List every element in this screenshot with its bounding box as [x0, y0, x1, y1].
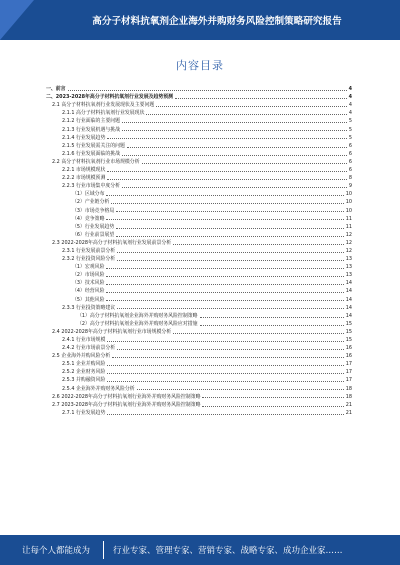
- toc-entry-label: 2.1.6 行业发展面临的挑战: [62, 150, 121, 157]
- toc-entry-label: （3）市场竞争格局: [72, 207, 115, 214]
- toc-entry[interactable]: [46, 230, 352, 238]
- toc-leader-dots: [107, 179, 347, 180]
- toc-leader-dots: [175, 98, 347, 99]
- toc-entry-label: 2.2.3 行业市场集中度分析: [62, 183, 121, 190]
- toc-entry-page: 18: [345, 385, 352, 392]
- toc-entry-label: 一、前言: [46, 86, 66, 93]
- toc-entry-label: （4）经营风险: [72, 288, 105, 295]
- toc-entry[interactable]: [46, 262, 352, 270]
- toc-leader-dots: [146, 114, 346, 115]
- toc-leader-dots: [116, 228, 344, 229]
- toc-entry[interactable]: [46, 408, 352, 416]
- toc-leader-dots: [107, 341, 343, 342]
- toc-entry-page: 15: [345, 337, 352, 343]
- toc-leader-dots: [122, 122, 347, 123]
- toc-entry-label: 2.3.1 行业发展前景分析: [62, 247, 116, 254]
- toc-entry-label: （2）高分子材料抗氧剂企业海外并购财务风险应对措施: [77, 320, 198, 327]
- toc-entry[interactable]: [46, 238, 352, 246]
- toc-entry[interactable]: [46, 254, 352, 262]
- footer-slogan-left: 让每个人都能成为: [22, 546, 91, 556]
- toc-leader-dots: [107, 373, 343, 374]
- toc-leader-dots: [107, 414, 343, 415]
- toc-entry-page: 13: [345, 264, 352, 271]
- toc-leader-dots: [117, 349, 344, 350]
- toc-entry[interactable]: [46, 197, 352, 205]
- toc-leader-dots: [202, 406, 343, 407]
- toc-leader-dots: [107, 365, 343, 366]
- toc-entry[interactable]: [46, 303, 352, 311]
- toc-entry-label: 2.5.4 企业海外并购财务风险分析: [62, 385, 135, 392]
- report-title: 高分子材料抗氧剂企业海外并购财务风险控制策略研究报告: [92, 16, 342, 27]
- toc-leader-dots: [200, 325, 344, 326]
- toc-entry[interactable]: [46, 375, 352, 383]
- toc-entry-label: （5）行业发展趋势: [72, 223, 115, 230]
- toc-entry-label: 2.1.3 行业发展机遇与挑战: [62, 126, 121, 133]
- toc-entry-label: （5）其他风险: [72, 296, 105, 303]
- toc-entry-page: 16: [345, 345, 352, 352]
- toc-entry[interactable]: [46, 157, 352, 165]
- toc-leader-dots: [106, 268, 343, 269]
- toc-entry[interactable]: [46, 116, 352, 124]
- toc-entry[interactable]: [46, 181, 352, 189]
- page-header: [0, 0, 400, 40]
- toc-leader-dots: [68, 90, 347, 91]
- toc-entry-page: 15: [345, 320, 352, 327]
- toc-entry[interactable]: [46, 133, 352, 141]
- toc-entry-page: 21: [345, 409, 352, 416]
- toc-entry-label: （2）市场风险: [72, 272, 105, 279]
- toc-entry[interactable]: [46, 84, 352, 92]
- toc-entry[interactable]: [46, 173, 352, 181]
- toc-leader-dots: [117, 260, 344, 261]
- toc-entry-page: 4: [348, 86, 352, 93]
- toc-leader-dots: [116, 236, 344, 237]
- toc-entry[interactable]: [46, 286, 352, 294]
- toc-entry-label: （6）行业前景展望: [72, 231, 115, 238]
- page-footer: [0, 535, 400, 565]
- toc-entry[interactable]: [46, 270, 352, 278]
- toc-leader-dots: [117, 252, 344, 253]
- toc-entry[interactable]: [46, 294, 352, 302]
- toc-entry-label: 2.4 2022-2028年高分子材料抗氧剂行业市场规模分析: [52, 328, 172, 335]
- toc-entry-label: 二、2023-2028年高分子材料抗氧剂行业发展及趋势预测: [46, 94, 174, 101]
- toc-leader-dots: [137, 389, 344, 390]
- toc-entry[interactable]: [46, 319, 352, 327]
- toc-entry-label: 2.1.5 行业发展需关注的问题: [62, 142, 125, 149]
- footer-slogan-right: 行业专家、管理专家、营销专家、战略专家、成功企业家……: [113, 546, 343, 556]
- toc-entry-page: 21: [345, 401, 352, 408]
- toc-entry[interactable]: [46, 149, 352, 157]
- toc-entry-label: 2.5.3 并购融资风险: [62, 377, 106, 384]
- footer-divider: [103, 541, 104, 559]
- toc-leader-dots: [173, 244, 344, 245]
- toc-entry-label: 2.6 2022-2028年高分子材料抗氧剂行业海外并购财务风险控制策略: [52, 393, 201, 400]
- toc-entry-label: 2.2 高分子材料抗氧剂行业市场规模分析: [52, 158, 140, 165]
- toc-entry[interactable]: [46, 343, 352, 351]
- toc-entry-label: 2.1.1 高分子材料抗氧剂行业发展现状: [62, 110, 145, 117]
- toc-entry[interactable]: [46, 367, 352, 375]
- toc-entry-page: 4: [348, 110, 352, 117]
- toc-leader-dots: [122, 187, 347, 188]
- toc-entry[interactable]: [46, 327, 352, 335]
- toc-entry-page: 5: [348, 134, 352, 141]
- toc-entry-page: 14: [345, 312, 352, 319]
- toc-entry-page: 18: [345, 393, 352, 400]
- toc-entry[interactable]: [46, 92, 352, 100]
- toc-entry[interactable]: [46, 205, 352, 213]
- toc-entry-page: 14: [345, 280, 352, 287]
- toc-entry-page: 14: [345, 304, 352, 311]
- toc-leader-dots: [106, 284, 343, 285]
- toc-entry-label: 2.2.1 市场规模现状: [62, 167, 106, 174]
- toc-entry-page: 14: [345, 296, 352, 303]
- toc-entry[interactable]: [46, 222, 352, 230]
- toc-entry-label: 2.1 高分子材料抗氧剂行业发展现状及主要问题: [52, 102, 155, 109]
- toc-entry[interactable]: [46, 335, 352, 343]
- toc-leader-dots: [112, 357, 344, 358]
- toc-entry[interactable]: [46, 141, 352, 149]
- toc-leader-dots: [117, 308, 344, 309]
- toc-leader-dots: [106, 300, 343, 301]
- toc-leader-dots: [122, 130, 347, 131]
- toc-leader-dots: [122, 155, 347, 156]
- toc-entry-label: 2.4.1 行业市场规模: [62, 337, 106, 343]
- toc-entry-label: （1）高分子材料抗氧剂企业海外并购财务风险控制策略: [77, 312, 198, 319]
- toc-entry[interactable]: [46, 359, 352, 367]
- table-of-contents: [46, 84, 352, 416]
- toc-entry[interactable]: [46, 100, 352, 108]
- toc-entry-label: （4）竞争策略: [72, 215, 105, 222]
- toc-entry[interactable]: [46, 351, 352, 359]
- toc-entry-label: 2.4.2 行业市场前景分析: [62, 345, 116, 352]
- toc-entry-label: 2.1.2 行业面临的主要问题: [62, 118, 121, 125]
- toc-leader-dots: [107, 138, 347, 139]
- toc-entry-label: （2）产业链分析: [72, 199, 110, 206]
- toc-entry-page: 6: [348, 158, 352, 165]
- toc-entry-page: 5: [348, 118, 352, 125]
- toc-leader-dots: [156, 106, 347, 107]
- toc-leader-dots: [202, 397, 343, 398]
- toc-entry-page: 9: [348, 183, 352, 190]
- toc-leader-dots: [106, 219, 343, 220]
- toc-entry-page: 16: [345, 353, 352, 360]
- toc-entry-label: 2.1.4 行业发展趋势: [62, 134, 106, 141]
- toc-entry-page: 10: [345, 191, 352, 198]
- toc-entry-page: 4: [348, 102, 352, 109]
- toc-entry-label: 2.7 2023-2028年高分子材料抗氧剂行业海外并购财务风险控制策略: [52, 401, 201, 408]
- toc-entry[interactable]: [46, 108, 352, 116]
- toc-leader-dots: [107, 381, 343, 382]
- toc-leader-dots: [142, 163, 347, 164]
- toc-entry-page: 12: [345, 239, 352, 246]
- toc-entry-page: 6: [348, 142, 352, 149]
- toc-entry-label: 2.5.2 企业财务风险: [62, 369, 106, 376]
- toc-entry-label: 2.3 2022-2028年高分子材料抗氧剂行业发展前景分析: [52, 239, 172, 246]
- toc-entry[interactable]: [46, 311, 352, 319]
- toc-entry[interactable]: [46, 246, 352, 254]
- toc-entry-page: 17: [345, 369, 352, 376]
- toc-entry-page: 13: [345, 272, 352, 279]
- header-accent-triangle: [0, 0, 34, 40]
- toc-entry-page: 4: [348, 94, 352, 101]
- toc-entry-page: 14: [345, 288, 352, 295]
- toc-entry-page: 11: [345, 223, 352, 230]
- toc-leader-dots: [200, 317, 344, 318]
- toc-leader-dots: [127, 147, 347, 148]
- toc-entry-page: 12: [345, 231, 352, 238]
- toc-entry-page: 12: [345, 247, 352, 254]
- toc-entry-page: 6: [348, 150, 352, 157]
- toc-entry-page: 6: [348, 167, 352, 174]
- toc-entry-label: 2.5.1 企业并购风险: [62, 361, 106, 368]
- toc-entry-page: 15: [345, 328, 352, 335]
- toc-entry[interactable]: [46, 400, 352, 408]
- toc-entry-label: 2.2.2 市场规模预测: [62, 175, 106, 182]
- toc-entry[interactable]: [46, 165, 352, 173]
- toc-entry-label: （1）区域分布: [72, 191, 105, 198]
- toc-entry[interactable]: [46, 392, 352, 400]
- toc-leader-dots: [106, 276, 343, 277]
- toc-heading: 内容目录: [176, 59, 224, 72]
- toc-entry[interactable]: [46, 278, 352, 286]
- toc-entry[interactable]: [46, 214, 352, 222]
- toc-entry-page: 5: [348, 126, 352, 133]
- toc-entry-page: 13: [345, 256, 352, 263]
- toc-entry-label: 2.3.3 行业投资策略建议: [62, 304, 116, 311]
- toc-entry[interactable]: [46, 383, 352, 391]
- toc-leader-dots: [173, 333, 344, 334]
- toc-entry-page: 11: [345, 215, 352, 222]
- toc-entry-label: （1）宏观风险: [72, 264, 105, 271]
- toc-leader-dots: [106, 292, 343, 293]
- toc-leader-dots: [106, 195, 343, 196]
- toc-entry-label: （3）技术风险: [72, 280, 105, 287]
- toc-entry-page: 17: [345, 361, 352, 368]
- toc-entry-label: 2.7.1 行业发展趋势: [62, 409, 106, 416]
- toc-entry-page: 17: [345, 377, 352, 384]
- toc-entry-page: 8: [348, 175, 352, 182]
- toc-entry-label: 2.5 企业海外并购风险分析: [52, 353, 111, 360]
- toc-entry[interactable]: [46, 189, 352, 197]
- toc-entry[interactable]: [46, 124, 352, 132]
- toc-entry-page: 10: [345, 199, 352, 206]
- toc-entry-label: 2.3.2 行业投资风险分析: [62, 256, 116, 263]
- toc-leader-dots: [107, 171, 347, 172]
- toc-entry-page: 10: [345, 207, 352, 214]
- toc-leader-dots: [111, 203, 343, 204]
- toc-leader-dots: [116, 211, 344, 212]
